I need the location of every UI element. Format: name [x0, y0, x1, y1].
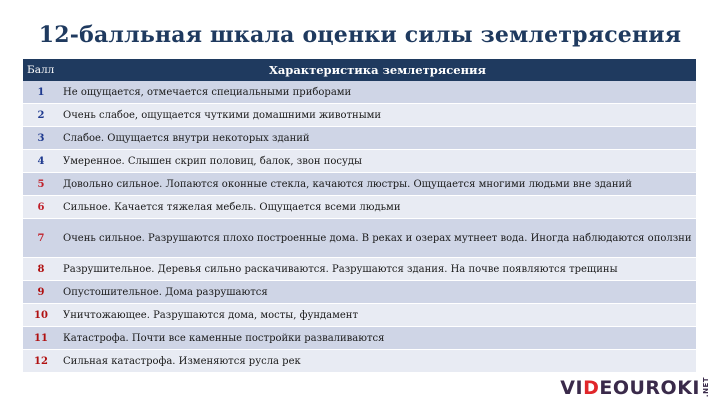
table-row [23, 258, 696, 281]
description-cell: Очень сильное. Разрушаются плохо построенные дома. В реках и озерах мутнеет вода. Иногда наблюдаются оползни [59, 219, 696, 258]
logo-suffix: .NET [702, 376, 710, 397]
table-row [23, 304, 696, 327]
table-row [23, 196, 696, 219]
table-row [23, 327, 696, 350]
description-cell: Не ощущается, отмечается специальными приборами [59, 81, 696, 104]
table-row [23, 150, 696, 173]
logo-text-part2: D [583, 377, 600, 399]
score-cell: 6 [23, 196, 59, 219]
score-cell: 3 [23, 127, 59, 150]
score-cell: 8 [23, 258, 59, 281]
table-header-row [23, 59, 696, 81]
score-cell: 9 [23, 281, 59, 304]
score-cell: 4 [23, 150, 59, 173]
description-cell: Довольно сильное. Лопаются оконные стекла, качаются люстры. Ощущается многими людьми вне зданий [59, 173, 696, 196]
score-cell: 2 [23, 104, 59, 127]
table-row [23, 173, 696, 196]
description-cell: Умеренное. Слышен скрип половиц, балок, звон посуды [59, 150, 696, 173]
description-cell: Опустошительное. Дома разрушаются [59, 281, 696, 304]
logo-text-part1: VI [560, 377, 584, 399]
page-title: 12-балльная шкала оценки силы землетрясения [38, 22, 682, 48]
score-cell: 1 [23, 81, 59, 104]
column-header-score: Балл [23, 59, 59, 81]
score-cell: 11 [23, 327, 59, 350]
logo-text-part3: EOUROKI [599, 377, 700, 399]
score-cell: 12 [23, 350, 59, 373]
description-cell: Катастрофа. Почти все каменные постройки разваливаются [59, 327, 696, 350]
intensity-scale-table [23, 59, 696, 373]
score-cell: 5 [23, 173, 59, 196]
description-cell: Уничтожающее. Разрушаются дома, мосты, фундамент [59, 304, 696, 327]
description-cell: Слабое. Ощущается внутри некоторых зданий [59, 127, 696, 150]
description-cell: Разрушительное. Деревья сильно раскачиваются. Разрушаются здания. На почве появляются трещины [59, 258, 696, 281]
table-row [23, 219, 696, 258]
score-cell: 10 [23, 304, 59, 327]
table-row [23, 281, 696, 304]
column-header-description: Характеристика землетрясения [59, 59, 696, 81]
table-row [23, 81, 696, 104]
table-row [23, 350, 696, 373]
table-row [23, 127, 696, 150]
description-cell: Сильное. Качается тяжелая мебель. Ощущается всеми людьми [59, 196, 696, 219]
description-cell: Очень слабое, ощущается чуткими домашними животными [59, 104, 696, 127]
description-cell: Сильная катастрофа. Изменяются русла рек [59, 350, 696, 373]
videouroki-logo [560, 373, 710, 399]
score-cell: 7 [23, 219, 59, 258]
table-row [23, 104, 696, 127]
